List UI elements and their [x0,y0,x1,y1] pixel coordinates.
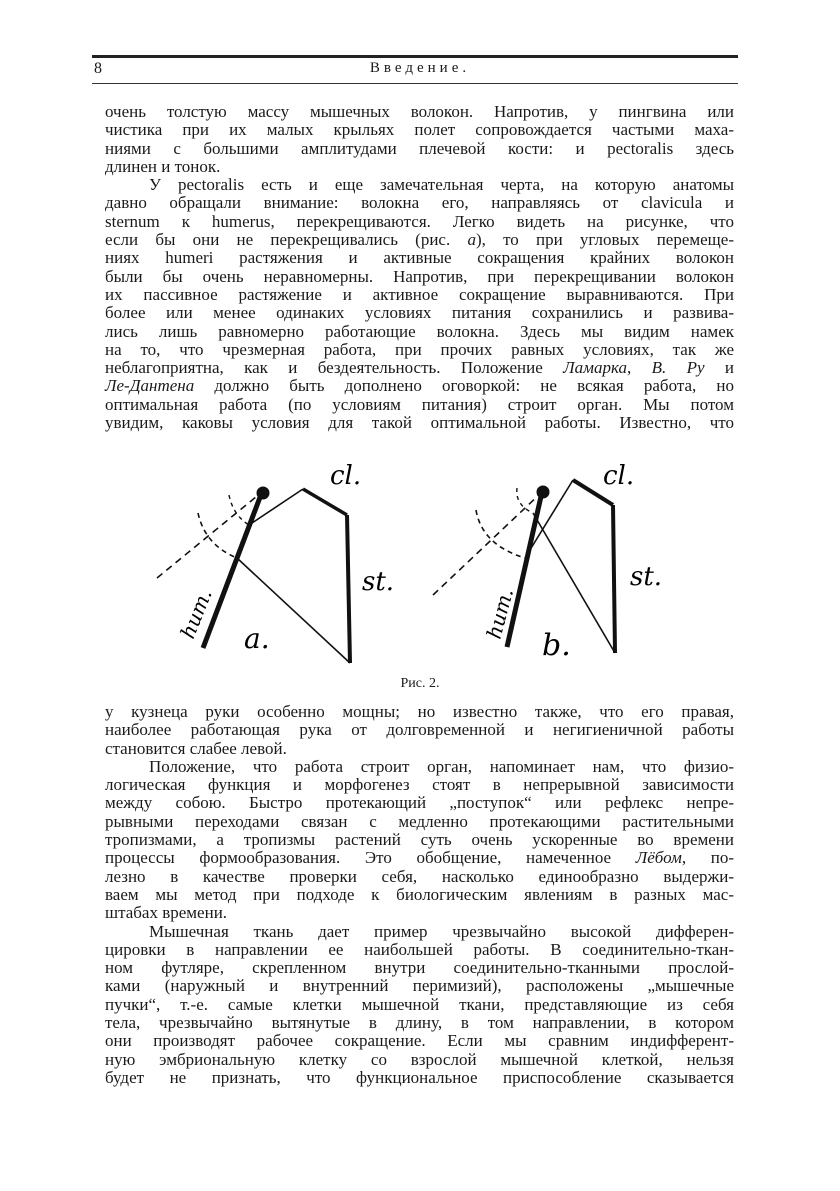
text-segment: были бы очень неравномерны. Напротив, при перекрещивании волокон [105,266,734,286]
text-segment: у кузнеца руки особенно мощны; но известно также, что его правая, [105,702,734,721]
text-segment: ную эмбриональную клетку со взрослой мышечной клеткой, нельзя [105,1049,734,1069]
label-humerus-b: hum. [481,585,519,642]
text-segment: рывными переходами связан с медленно протекающими растительными [105,811,734,831]
text-segment: чистика при их малых крыльях полет сопровождается частыми маха- [105,120,734,140]
label-clavicle-b: cl. [603,461,635,491]
text-line [105,794,734,812]
text-segment: тела, чрезвычайно вытянутые в длину, в том направлении, в котором [105,1013,734,1033]
label-humerus-a: hum. [175,585,217,642]
text-segment: очень толстую массу мышечных волокон. Напротив, у пингвина или [105,102,734,121]
label-panel-a: a. [244,622,270,655]
text-line [105,923,734,941]
text-line [105,1051,734,1069]
text-segment: их пассивное растяжение и активное сокращение выравниваются. При [105,284,734,304]
text-segment: пучки“, т.-е. самые клетки мышечной ткани, представляющие из себя [105,994,734,1014]
text-segment: Положение, что работа строит орган, напоминает нам, что физио- [149,756,734,776]
text-segment: ками (наружный и внутренний перимизий), расположены „мышечные [105,976,734,996]
italic-text: В. Ру [651,358,705,378]
text-line [105,721,734,739]
text-segment: на то, что чрезмерная работа, при прочих равных условиях, так же [105,339,734,359]
text-line [105,959,734,977]
dashed-arc-outer [198,513,237,558]
humerus-head [257,487,269,499]
text-segment: sternum к humerus, перекрещиваются. Легко видеть на рисунке, что [105,211,734,231]
dashed-arc-inner [229,495,249,525]
text-segment: процессы формообразования. Это обобщение, намеченное [105,848,636,868]
text-segment: более или менее одинаких условиях питания сохранились и развива- [105,303,734,323]
text-segment: логическая функция и морфогенез стоят в непрерывной зависимости [105,775,734,795]
italic-text: Ле-Дантена [105,376,195,396]
text-segment: оптимальная работа (по условиям питания) строит орган. Мы потом [105,394,734,414]
text-line [105,977,734,995]
text-line [105,758,734,776]
text-line [105,813,734,831]
italic-text: Ламарка [563,358,628,378]
text-segment: ниями с большими амплитудами плечевой кости: и pectoralis здесь [105,138,734,158]
figure-panel-b [433,480,615,653]
text-line [105,740,734,758]
text-line [105,886,734,904]
text-segment: штабах времени. [105,903,228,923]
text-segment: лись лишь равномерно работающие волокна. Здесь мы видим намек [105,321,734,341]
text-line [105,776,734,794]
label-panel-b: b. [542,628,571,663]
humerus-head [537,486,549,498]
text-line [105,996,734,1014]
label-clavicle-a: cl. [330,461,362,491]
text-segment: наиболее работающая рука от долговременной и негигиеничной работы [105,720,734,740]
label-sternum-a: st. [362,567,395,597]
dashed-arc-outer [476,510,525,558]
sternum-line [613,505,615,653]
clavicle-line [303,489,347,515]
sternum-line [347,515,350,663]
text-line [105,703,734,721]
text-segment: длинен и тонок. [105,156,221,176]
text-block-bottom [105,703,734,1087]
text-line [105,1069,734,1087]
text-segment: неблагоприятна, как и бездеятельность. Положение [105,358,564,378]
text-segment: и [704,358,734,378]
text-segment: тропизмами, а тропизмы растений суть очень ускоренные во времени [105,830,734,850]
figure-caption: Рис. 2. [400,676,440,691]
text-segment: У pectoralis есть и еще замечательная черта, на которую анатомы [149,175,734,195]
text-line [105,868,734,886]
text-segment: становится слабее левой. [105,738,287,758]
running-title: Введение. [369,60,471,76]
text-segment: увидим, каковы условия для такой оптимальной работы. Известно, что [105,413,734,433]
italic-text: Лёбом [635,848,682,868]
text-segment: Мышечная ткань дает пример чрезвычайно высокой дифферен- [149,921,734,941]
text-segment: будет не признать, что функциональное приспособление сказывается [105,1067,734,1087]
text-segment: они производят рабочее сокращение. Если мы сравним индифферент- [105,1031,734,1051]
italic-text: a [467,230,476,250]
text-line [105,941,734,959]
label-sternum-b: st. [630,562,663,592]
text-segment: между собою. Быстро протекающий „поступок“ или рефлекс непре- [105,793,734,813]
text-segment: давно обращали внимание: волокна его, направляясь от clavicula и [105,193,734,213]
dashed-axis [433,492,542,595]
text-segment: ваем мы метод при подходе к биологическим явлениям в разных мас- [105,884,734,904]
text-line [105,849,734,867]
text-line [105,831,734,849]
text-segment: лезно в качестве проверки себя, насколько единообразно выдержи- [105,866,734,886]
humerus-line [507,492,542,647]
text-segment: цировки в направлении ее наибольшей работы. В соединительно-ткан- [105,939,734,959]
page-number: 8 [94,60,102,77]
text-segment: , по- [681,848,734,868]
text-line [105,904,734,922]
text-segment: ниях humeri растяжения и активные сокращения крайних волокон [105,248,734,268]
text-segment: , [627,358,652,378]
text-segment: ), то при угловых перемеще- [475,230,734,250]
text-line [105,1032,734,1050]
text-segment: должно быть дополнено оговоркой: не всякая работа, но [194,376,734,396]
text-line [105,1014,734,1032]
text-segment: ном футляре, скрепленном внутри соединительно-тканными прослой- [105,958,734,978]
text-segment: если бы они не перекрещивались (рис. [105,230,468,250]
